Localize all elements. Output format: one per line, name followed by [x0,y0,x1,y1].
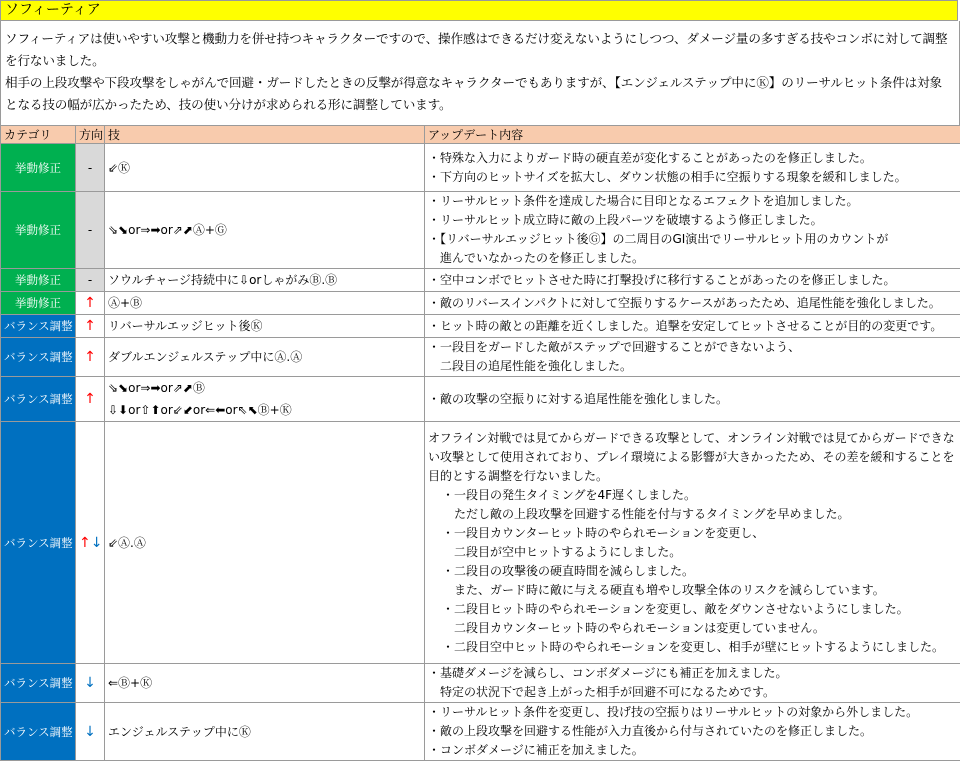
move-cell [105,422,425,664]
move-cell [105,377,425,422]
category-cell: バランス調整 [1,703,76,761]
direction-cell [76,315,105,338]
arrow-up-icon: ↑ [84,349,96,365]
notes-cell [425,422,960,664]
table-header-row [1,126,960,144]
move-cell [105,315,425,338]
notes-cell [425,703,960,761]
category-cell: バランス調整 [1,338,76,377]
move-cell [105,664,425,703]
note-line: 二段目カウンターヒット時のやられモーションは変更していません。 [428,619,957,638]
intro-text [0,21,960,125]
move-command: Ⓐ+Ⓑ [108,292,421,314]
move-cell [105,703,425,761]
direction-cell [76,422,105,664]
direction-cell [76,269,105,292]
table-row [1,192,960,269]
table-row [1,422,960,664]
notes-cell [425,315,960,338]
move-cell [105,144,425,192]
notes-cell [425,144,960,192]
arrow-up-icon: ↑ [84,391,96,407]
note-line: ・リーサルヒット条件を達成した場合に目印となるエフェクトを追加しました。 [428,192,957,211]
note-line: ・リーサルヒット条件を変更し、投げ技の空振りはリーサルヒットの対象から外しました。 [428,703,957,722]
move-command: ⇙Ⓐ.Ⓐ [108,532,421,554]
arrow-down-icon: ↓ [84,724,96,740]
notes-paragraph: オフライン対戦では見てからガードできる攻撃として、オンライン対戦では見てからガードできない攻撃として使用されており、プレイ環境による影響が大きかったため、その差を緩和することを目的とする調整を行ないました。 [428,429,957,486]
category-cell: 挙動修正 [1,192,76,269]
patch-notes-table [0,125,960,761]
category-cell: 挙動修正 [1,269,76,292]
move-cell [105,192,425,269]
note-line: ・一段目をガードした敵がステップで回避することができないよう、 [428,338,957,357]
intro-paragraph-1: ソフィーティアは使いやすい攻撃と機動力を併せ持つキャラクターですので、操作感はできるだけ変えないようにしつつ、ダメージ量の多すぎる技やコンボに対して調整を行ないました。 [5,28,953,72]
note-line: 特定の状況下で起き上がった相手が回避不可になるためです。 [428,683,957,702]
move-command: ⇘⬊or⇒➡or⇗⬈Ⓐ+Ⓖ [108,219,421,241]
note-line: ・空中コンボでヒットさせた時に打撃投げに移行することがあったのを修正しました。 [428,271,957,290]
table-row [1,338,960,377]
note-line: ・敵の攻撃の空振りに対する追尾性能を強化しました。 [428,390,957,409]
note-line: ・敵の上段攻撃を回避する性能が入力直後から付与されていたのを修正しました。 [428,722,957,741]
direction-cell [76,377,105,422]
header-category: カテゴリ [1,126,76,144]
table-row [1,292,960,315]
note-line: ・二段目ヒット時のやられモーションを変更し、敵をダウンさせないようにしました。 [428,600,957,619]
direction-dash: - [88,223,92,237]
direction-cell [76,703,105,761]
section-title: ソフィーティア [0,0,958,21]
move-command: ⇩⬇or⇧⬆or⇙⬋or⇐⬅or⇖⬉Ⓑ+Ⓚ [108,399,421,421]
direction-dash: - [88,273,92,287]
move-command: ソウルチャージ持続中に⇩orしゃがみⒷ.Ⓑ [108,269,421,291]
note-line: ・特殊な入力によりガード時の硬直差が変化することがあったのを修正しました。 [428,149,957,168]
notes-cell [425,664,960,703]
move-command: エンジェルステップ中にⓀ [108,721,421,743]
direction-cell [76,144,105,192]
move-command: ⇘⬊or⇒➡or⇗⬈Ⓑ [108,377,421,399]
table-row [1,377,960,422]
arrow-down-icon: ↓ [84,675,96,691]
notes-cell [425,192,960,269]
note-line: ただし敵の上段攻撃を回避する性能を付与するタイミングを早めました。 [428,505,957,524]
notes-cell [425,269,960,292]
note-line: ・一段目の発生タイミングを4F遅くしました。 [428,486,957,505]
note-line: ・下方向のヒットサイズを拡大し、ダウン状態の相手に空振りする現象を緩和しました。 [428,168,957,187]
note-line: 進んでいなかったのを修正しました。 [428,249,957,268]
category-cell: バランス調整 [1,377,76,422]
category-cell: 挙動修正 [1,292,76,315]
note-line: ・敵のリバースインパクトに対して空振りするケースがあったため、追尾性能を強化しました。 [428,294,957,313]
note-line: ・二段目の攻撃後の硬直時間を減らしました。 [428,562,957,581]
note-line: ・二段目空中ヒット時のやられモーションを変更し、相手が壁にヒットするようにしました。 [428,638,957,657]
direction-cell [76,292,105,315]
note-line: ・コンボダメージに補正を加えました。 [428,741,957,760]
notes-cell [425,338,960,377]
arrow-up-icon: ↑ [79,535,91,551]
table-row [1,269,960,292]
direction-cell [76,664,105,703]
table-row [1,144,960,192]
direction-cell [76,338,105,377]
move-command: ⇙Ⓚ [108,157,421,179]
note-line: ・リーサルヒット成立時に敵の上段パーツを破壊するよう修正しました。 [428,211,957,230]
table-row [1,664,960,703]
direction-cell [76,192,105,269]
header-move: 技 [105,126,425,144]
table-row [1,315,960,338]
category-cell: バランス調整 [1,315,76,338]
arrow-down-icon: ↓ [91,535,103,551]
note-line: ・ヒット時の敵との距離を近くしました。追撃を安定してヒットさせることが目的の変更です。 [428,317,957,336]
note-line: 二段目が空中ヒットするようにしました。 [428,543,957,562]
category-cell: バランス調整 [1,664,76,703]
header-notes: アップデート内容 [425,126,960,144]
note-line: 二段目の追尾性能を強化しました。 [428,357,957,376]
arrow-up-icon: ↑ [84,318,96,334]
note-line: また、ガード時に敵に与える硬直も増やし攻撃全体のリスクを減らしています。 [428,581,957,600]
move-command: リバーサルエッジヒット後Ⓚ [108,315,421,337]
direction-dash: - [88,161,92,175]
category-cell: バランス調整 [1,422,76,664]
table-row [1,703,960,761]
intro-paragraph-2: 相手の上段攻撃や下段攻撃をしゃがんで回避・ガードしたときの反撃が得意なキャラクターでもありますが、【エンジェルステップ中にⓀ】のリーサルヒット条件は対象となる技の幅が広かったため、技の使い分けが求められる形に調整しています。 [5,72,953,116]
arrow-up-icon: ↑ [84,295,96,311]
notes-cell [425,377,960,422]
move-cell [105,269,425,292]
move-command: ダブルエンジェルステップ中にⒶ.Ⓐ [108,346,421,368]
move-command: ⇐Ⓑ+Ⓚ [108,672,421,694]
notes-cell [425,292,960,315]
header-direction: 方向 [76,126,105,144]
move-cell [105,292,425,315]
note-line: ・基礎ダメージを減らし、コンボダメージにも補正を加えました。 [428,664,957,683]
note-line: ・一段目カウンターヒット時のやられモーションを変更し、 [428,524,957,543]
move-cell [105,338,425,377]
category-cell: 挙動修正 [1,144,76,192]
note-line: ・【リバーサルエッジヒット後Ⓖ】の二周目のGI演出でリーサルヒット用のカウントが [428,230,957,249]
